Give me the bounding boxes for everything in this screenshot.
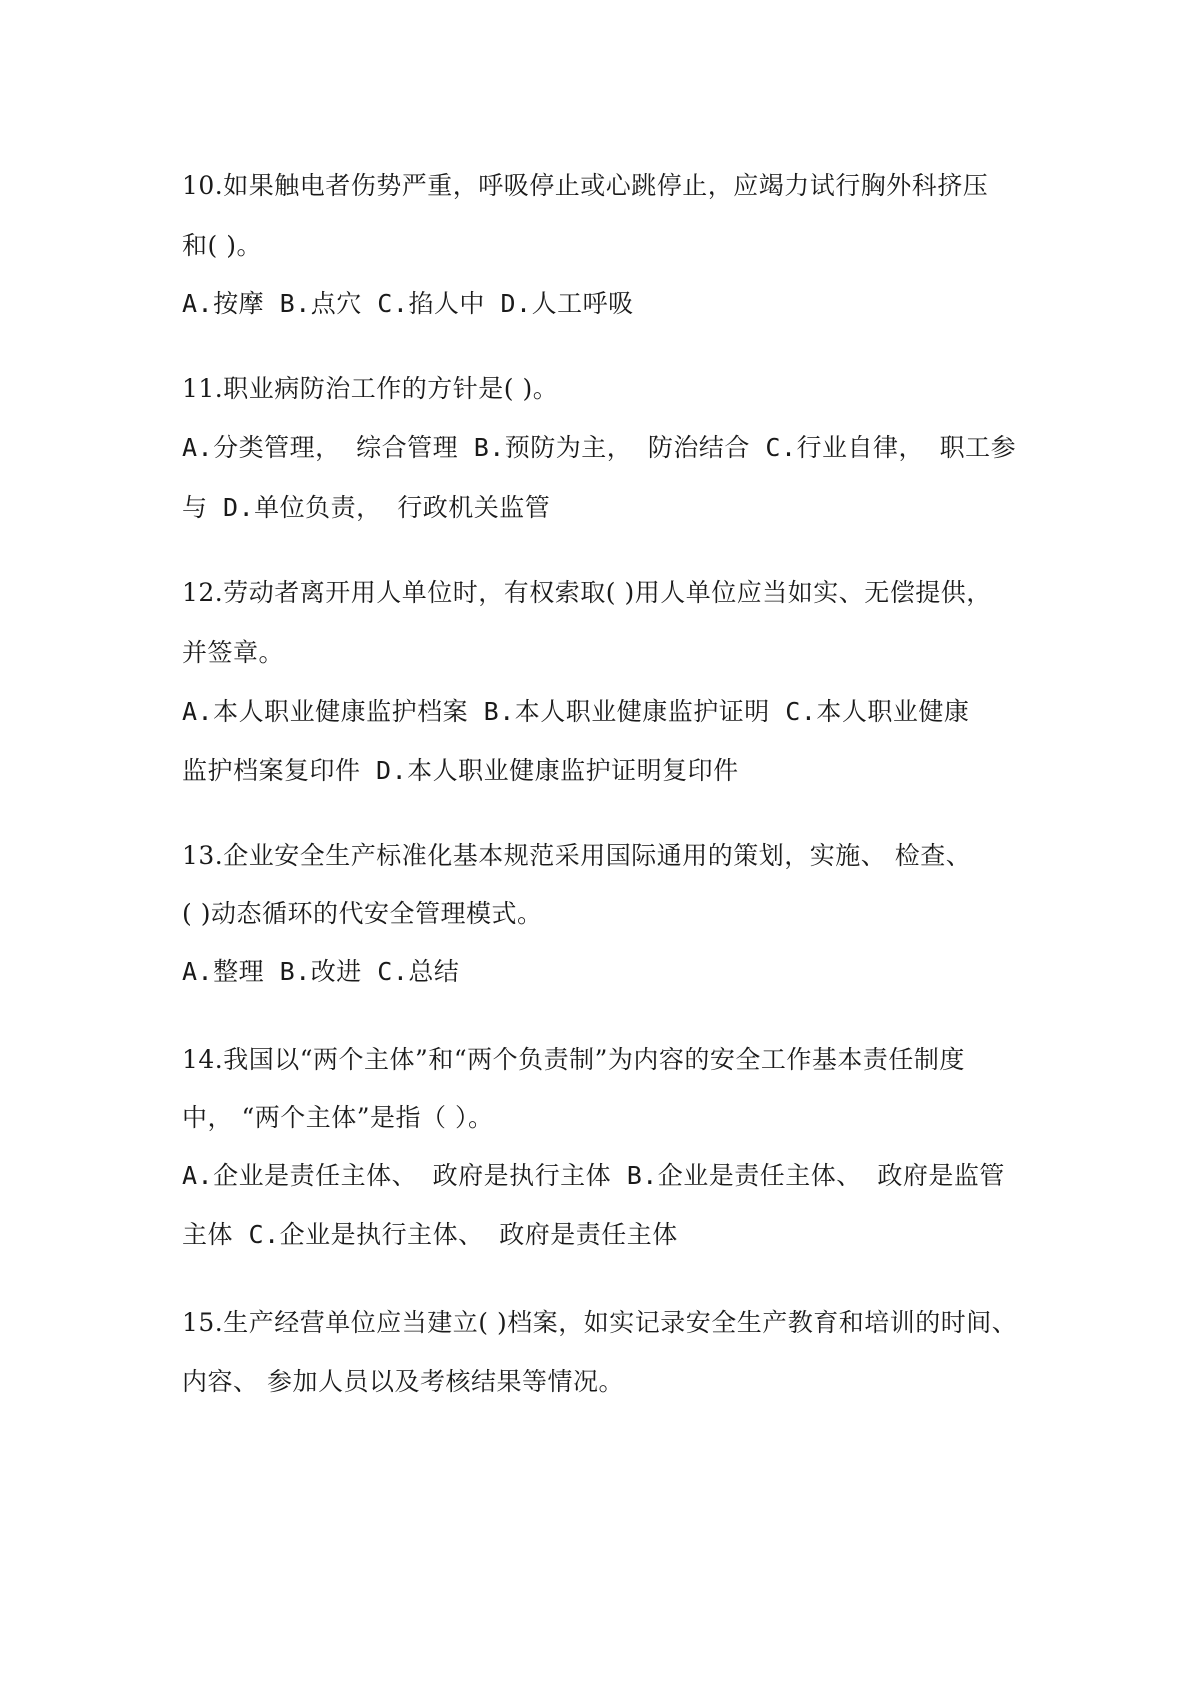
question-15-stem-line-1: 15.生产经营单位应当建立( )档案，如实记录安全生产教育和培训的时间、 bbox=[182, 1308, 1018, 1337]
question-14-options-line-2: 主体 C.企业是执行主体、 政府是责任主体 bbox=[182, 1220, 678, 1249]
question-14-stem-line-1: 14.我国以“两个主体”和“两个负责制”为内容的安全工作基本责任制度 bbox=[182, 1045, 965, 1074]
question-12-options-line-2: 监护档案复印件 D.本人职业健康监护证明复印件 bbox=[182, 756, 739, 785]
question-12-stem-line-2: 并签章。 bbox=[182, 638, 285, 667]
question-10-stem-line-2: 和( )。 bbox=[182, 231, 262, 260]
question-12-stem-line-1: 12.劳动者离开用人单位时，有权索取( )用人单位应当如实、无偿提供， bbox=[182, 578, 992, 607]
question-14-stem-line-2: 中， “两个主体”是指（ ）。 bbox=[182, 1103, 494, 1132]
question-13-stem-line-2: ( )动态循环的代安全管理模式。 bbox=[182, 899, 543, 928]
question-12-options-line-1: A.本人职业健康监护档案 B.本人职业健康监护证明 C.本人职业健康 bbox=[182, 697, 970, 726]
question-11-stem-line-1: 11.职业病防治工作的方针是( )。 bbox=[182, 374, 559, 403]
question-13-options-line-1: A.整理 B.改进 C.总结 bbox=[182, 957, 460, 986]
question-10-stem-line-1: 10.如果触电者伤势严重，呼吸停止或心跳停止，应竭力试行胸外科挤压 bbox=[182, 171, 989, 200]
question-11-options-line-1: A.分类管理， 综合管理 B.预防为主， 防治结合 C.行业自律， 职工参 bbox=[182, 433, 1017, 462]
question-10-options-line-1: A.按摩 B.点穴 C.掐人中 D.人工呼吸 bbox=[182, 289, 634, 318]
question-11-options-line-2: 与 D.单位负责， 行政机关监管 bbox=[182, 493, 551, 522]
question-13-stem-line-1: 13.企业安全生产标准化基本规范采用国际通用的策划，实施、 检查、 bbox=[182, 841, 972, 870]
question-15-stem-line-2: 内容、 参加人员以及考核结果等情况。 bbox=[182, 1367, 624, 1396]
question-14-options-line-1: A.企业是责任主体、 政府是执行主体 B.企业是责任主体、 政府是监管 bbox=[182, 1161, 1005, 1190]
